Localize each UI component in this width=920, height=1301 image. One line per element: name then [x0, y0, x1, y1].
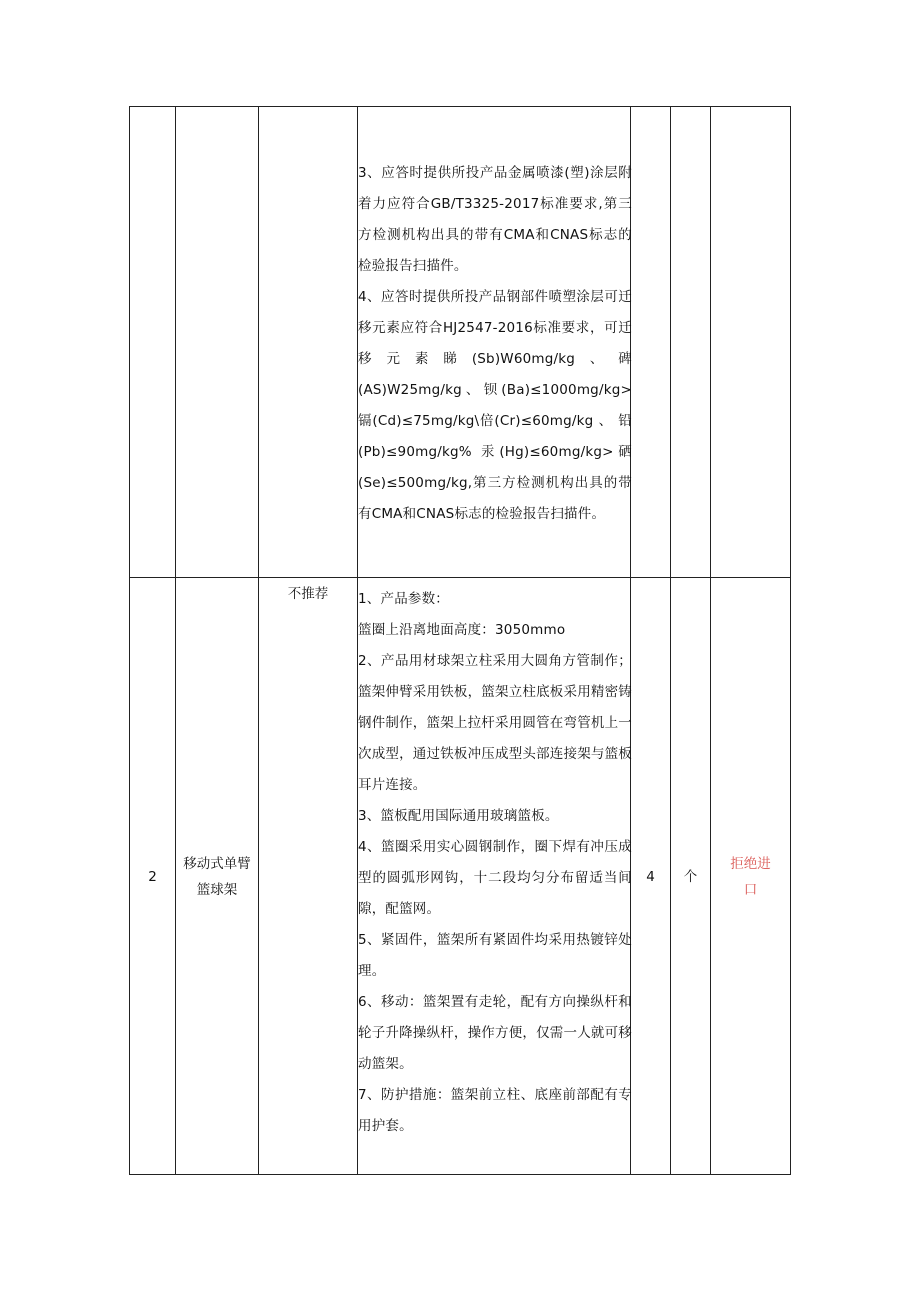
- spec-paragraph: 3、篮板配用国际通用玻璃篮板。: [358, 808, 559, 824]
- spec-paragraph: 4、篮圈采用实心圆钢制作，圈下焊有冲压成型的圆弧形网钩，十二段均匀分布留适当间隙，配篮网。: [358, 839, 632, 917]
- col-line-6: [670, 106, 671, 1175]
- row-divider: [129, 577, 791, 578]
- remark-line1: 拒绝进: [730, 856, 771, 872]
- col-line-2: [175, 106, 176, 1175]
- spec-paragraph: 篮圈上沿离地面高度：3050mmo: [358, 622, 566, 638]
- col-line-3: [258, 106, 259, 1175]
- spec-paragraph: 3、应答时提供所投产品金属喷漆(塑)涂层附着力应符合GB/T3325-2017标准要求,第三方检测机构出具的带有CMA和CNAS标志的检验报告扫描件。: [358, 165, 632, 274]
- spec-paragraph: 6、移动：篮架置有走轮，配有方向操纵杆和轮子升降操纵杆，操作方便，仅需一人就可移动篮架。: [358, 994, 632, 1072]
- row2-product-name: [176, 851, 258, 903]
- col-line-1: [129, 106, 130, 1175]
- remark-line2: 口: [743, 882, 758, 898]
- spec-paragraph: 7、防护措施：篮架前立柱、底座前部配有专用护套。: [358, 1087, 632, 1134]
- col-line-7: [710, 106, 711, 1175]
- row2-number: 2: [148, 869, 157, 885]
- row2-quantity: 4: [646, 869, 655, 885]
- table-border-top: [129, 106, 791, 107]
- col-line-8: [790, 106, 791, 1175]
- spec-paragraph: 4、应答时提供所投产品钢部件喷塑涂层可迁移元素应符合HJ2547-2016标准要求，可迁移元素睇(Sb)W60mg/kg、碑(AS)W25mg/kg、钡(Ba)≤1000mg/kg>镉(Cd)≤75mg/kg\倍(Cr)≤60mg/kg 、 铅 (Pb)≤90mg/kg% 汞(Hg)≤60mg/kg>硒(Se)≤500mg/kg,第三方检测机构出具的带有CMA和CNAS标志的检验报告扫描件。: [358, 289, 632, 522]
- spec-paragraph: 2、产品用材球架立柱采用大圆角方管制作；篮架伸臂采用铁板，篮架立柱底板采用精密铸钢件制作，篮架上拉杆采用圆管在弯管机上一次成型，通过铁板冲压成型头部连接架与篮板耳片连接。: [358, 653, 632, 793]
- product-name-line2: 篮球架: [196, 882, 238, 898]
- spec-paragraph: 5、紧固件，篮架所有紧固件均采用热镀锌处理。: [358, 932, 632, 979]
- row2-recommendation: 不推荐: [287, 586, 329, 602]
- row2-remark: [711, 851, 790, 903]
- row2-spec-cell: [358, 584, 632, 1142]
- table-border-bottom: [129, 1174, 791, 1175]
- row1-spec-cell: [358, 158, 632, 530]
- product-name-line1: 移动式单臂: [183, 856, 251, 872]
- spec-paragraph: 1、产品参数：: [358, 591, 449, 607]
- row2-unit: 个: [683, 869, 698, 885]
